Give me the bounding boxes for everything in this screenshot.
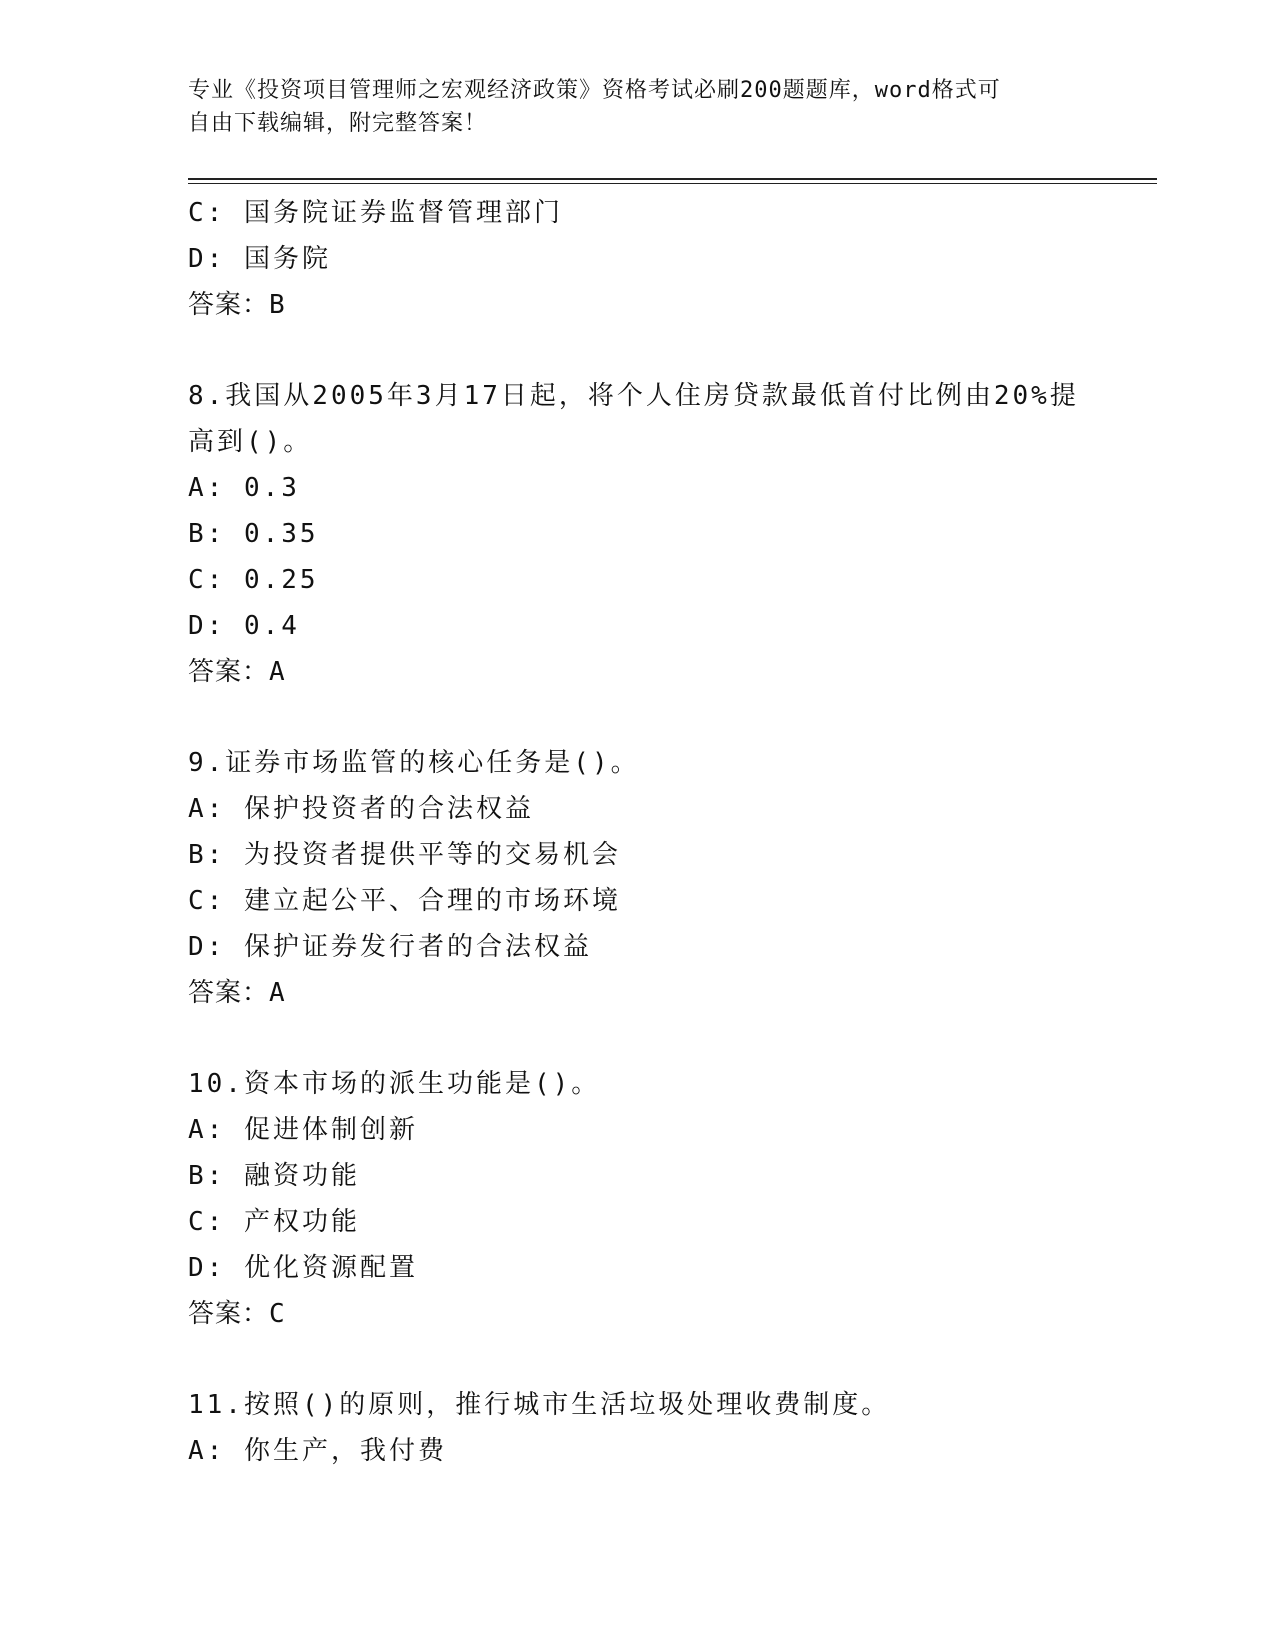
question-8-stem-line-2: 高到()。	[188, 427, 313, 457]
question-10-answer: 答案：C	[188, 1299, 286, 1329]
question-9-option-d: D: 保护证券发行者的合法权益	[188, 932, 592, 962]
header-line-1: 专业《投资项目管理师之宏观经济政策》资格考试必刷200题题库，word格式可	[188, 78, 1001, 103]
question-8-option-d: D: 0.4	[188, 611, 300, 641]
question-9-option-c: C: 建立起公平、合理的市场环境	[188, 886, 621, 916]
question-10-option-b: B: 融资功能	[188, 1161, 360, 1191]
question-9-option-b: B: 为投资者提供平等的交易机会	[188, 840, 621, 870]
spacer	[188, 328, 1108, 373]
header-divider-thick	[188, 178, 1157, 180]
header-divider-thin	[188, 183, 1157, 184]
question-11-option-a: A: 你生产，我付费	[188, 1436, 447, 1466]
question-9	[188, 740, 1108, 1016]
spacer	[188, 1337, 1108, 1382]
question-10-option-a: A: 促进体制创新	[188, 1115, 418, 1145]
question-8	[188, 373, 1108, 695]
question-7-answer: 答案：B	[188, 290, 286, 320]
question-8-option-c: C: 0.25	[188, 565, 319, 595]
question-10	[188, 1061, 1108, 1337]
question-9-answer: 答案：A	[188, 978, 286, 1008]
question-7-option-d: D: 国务院	[188, 244, 331, 274]
question-8-option-a: A: 0.3	[188, 473, 300, 503]
question-8-stem-line-1: 8.我国从2005年3月17日起，将个人住房贷款最低首付比例由20%提	[188, 381, 1079, 411]
document-header	[188, 74, 1088, 140]
spacer	[188, 695, 1108, 740]
question-list	[188, 190, 1108, 1474]
question-9-option-a: A: 保护投资者的合法权益	[188, 794, 534, 824]
question-7-option-c: C: 国务院证券监督管理部门	[188, 198, 563, 228]
question-8-option-b: B: 0.35	[188, 519, 319, 549]
header-line-2: 自由下载编辑，附完整答案！	[188, 111, 488, 136]
question-11-stem: 11.按照()的原则，推行城市生活垃圾处理收费制度。	[188, 1390, 891, 1420]
question-7	[188, 190, 1108, 328]
question-10-option-c: C: 产权功能	[188, 1207, 360, 1237]
spacer	[188, 1016, 1108, 1061]
question-8-answer: 答案：A	[188, 657, 286, 687]
question-10-option-d: D: 优化资源配置	[188, 1253, 418, 1283]
question-9-stem: 9.证券市场监管的核心任务是()。	[188, 748, 640, 778]
question-10-stem: 10.资本市场的派生功能是()。	[188, 1069, 601, 1099]
question-11	[188, 1382, 1108, 1474]
